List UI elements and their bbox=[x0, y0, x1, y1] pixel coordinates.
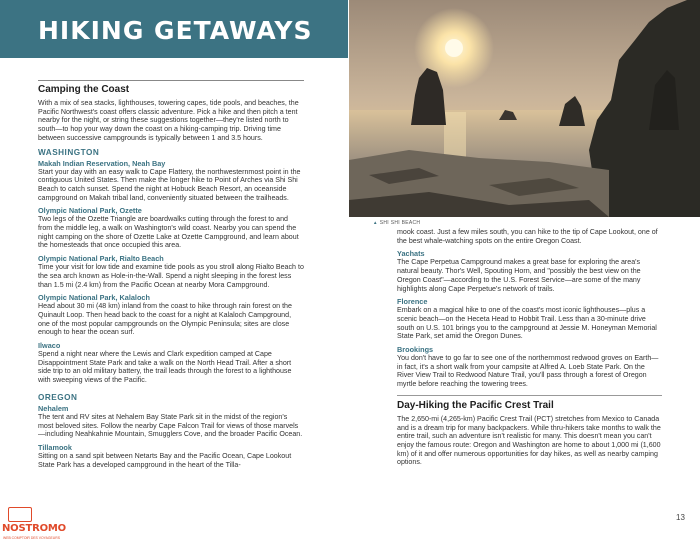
watermark-tagline: WEB COMPTOIR DES VOYAGEURS bbox=[3, 536, 60, 540]
intro-text: With a mix of sea stacks, lighthouses, towering capes, tide pools, and beaches, the Pacific Northwest's coast offers classic adventure. Pick a hike and then pitch a tent nearby for the night, or string these suggestions together—they're listed north to south—to hop your way down the coast on a hiking-camping trip. Driving time between successive campgrounds is typically between 1 and 3.5 hours. bbox=[38, 99, 299, 142]
text-nehalem: The tent and RV sites at Nehalem Bay State Park sit in the midst of the region's most beloved sites. Follow the nearby Cape Falcon Trail for views of those marvels—including Neahkahnie Mountain, Smugglers Cove, and the broader Pacific Ocean. bbox=[38, 412, 303, 439]
sidebar-rule bbox=[397, 395, 662, 396]
heading-ozette: Olympic National Park, Ozette bbox=[38, 206, 142, 216]
text-ozette: Two legs of the Ozette Triangle are boardwalks cutting through the forest to and from the middle leg, a walk on Washington's wild coast. Nearby you can spend the night camping on the shore of Ozette Lake at Ozette Campground, and learn about the homesteads that once occupied this area. bbox=[38, 215, 299, 250]
heading-florence: Florence bbox=[397, 297, 428, 307]
text-kalaloch: Head about 30 mi (48 km) inland from the coast to hike through rain forest on the Quinault Loop. Then head back to the coast for a night at Kalaloch Campground, one of the most popular campgrounds on the Olympic Peninsula; sites are close enough to hear the ocean surf. bbox=[38, 302, 292, 337]
region-washington: WASHINGTON bbox=[38, 147, 100, 157]
region-oregon: OREGON bbox=[38, 392, 78, 402]
left-column bbox=[38, 80, 304, 469]
section-title: Camping the Coast bbox=[38, 84, 130, 95]
page-number: 13 bbox=[676, 513, 685, 522]
heading-kalaloch: Olympic National Park, Kalaloch bbox=[38, 293, 150, 303]
watermark-brand: NOSTROMO bbox=[2, 523, 66, 534]
photo-caption bbox=[373, 220, 420, 226]
heading-yachats: Yachats bbox=[397, 249, 425, 259]
text-tillamook-cont: mook coast. Just a few miles south, you can hike to the tip of Cape Lookout, one of the best whale-watching spots on the entire Oregon Coast. bbox=[397, 228, 658, 245]
heading-brookings: Brookings bbox=[397, 345, 434, 355]
sidebar-title: Day-Hiking the Pacific Crest Trail bbox=[397, 399, 554, 411]
heading-rialto: Olympic National Park, Rialto Beach bbox=[38, 254, 164, 264]
heading-ilwaco: Ilwaco bbox=[38, 341, 61, 351]
shi-shi-beach-photo bbox=[349, 0, 700, 217]
text-florence: Embark on a magical hike to one of the coast's most iconic lighthouses—plus a scenic beach—on the Heceta Head to Hobbit Trail. Less than a 30-minute drive south on U.S. 101 brings you to the campground at Jessie M. Honeyman Memorial State Park, set amid the Oregon Dunes. bbox=[397, 306, 657, 341]
text-brookings: You don't have to go far to see one of the northernmost redwood groves on Earth—in fact, it's a short walk from your campsite at Alfred A. Loeb State Park. On the River View Trail to Redwood Nature Trail, you'll pass through a forest of Oregon myrtle before reaching the towering trees. bbox=[397, 354, 659, 389]
caption-text: SHI SHI BEACH bbox=[379, 220, 421, 226]
title-banner bbox=[0, 0, 348, 58]
section-rule bbox=[38, 80, 304, 81]
heading-nehalem: Nehalem bbox=[38, 403, 69, 413]
caption-triangle-icon: ▲ bbox=[373, 220, 378, 225]
sidebar-text: The 2,650-mi (4,265-km) Pacific Crest Trail (PCT) stretches from Mexico to Canada and is a dream trip for many backpackers. While thru-hikers take months to walk the entire trail, such an adventure isn't realistic for many. This doesn't mean you can't enjoy the famous route: Oregon and Washington are home to about 1,000 mi (1,600 km) of it and offer numerous opportunities for day hikes, as well as nearby camping options. bbox=[397, 414, 661, 467]
heading-tillamook: Tillamook bbox=[38, 442, 72, 452]
text-rialto: Time your visit for low tide and examine tide pools as you stroll along Rialto Beach to the sea arch known as Hole-in-the-Wall. Spend a night sleeping in the forest less than 1.5 mi (2.4 km) from the Pacific Ocean at nearby Mora Campground. bbox=[38, 263, 304, 289]
heading-makah: Makah Indian Reservation, Neah Bay bbox=[38, 158, 166, 168]
right-column bbox=[397, 228, 662, 467]
watermark-badge-icon bbox=[8, 507, 32, 522]
text-ilwaco: Spend a night near where the Lewis and Clark expedition camped at Cape Disappointment State Park and take a walk on the North Head Trail. After a short side trip to an old military battery, the trail leads through the forest to a lighthouse with sweeping views of the Pacific. bbox=[38, 350, 292, 385]
text-tillamook: Sitting on a sand spit between Netarts Bay and the Pacific Ocean, Cape Lookout State Park has a developed campground in the heart of the Tilla- bbox=[38, 451, 292, 469]
text-makah: Start your day with an easy walk to Cape Flattery, the northwesternmost point in the contiguous United States. Then make the longer hike to Point of Arches via Shi Shi Beach to catch sunset. Spend the night at Hobuck Beach Resort, an oceanside campground on Makah tribal land, conveniently situated between the trailheads. bbox=[38, 167, 301, 202]
page-title: HIKING GETAWAYS bbox=[38, 16, 313, 45]
text-yachats: The Cape Perpetua Campground makes a great base for exploring the area's natural beauty. Thor's Well, Spouting Horn, and "possibly the best view on the Oregon Coast"—according to the U.S. Forest Service—are some of the many highlights along Cape Perpetue's network of trails. bbox=[397, 258, 641, 293]
watermark-logo bbox=[2, 507, 66, 543]
